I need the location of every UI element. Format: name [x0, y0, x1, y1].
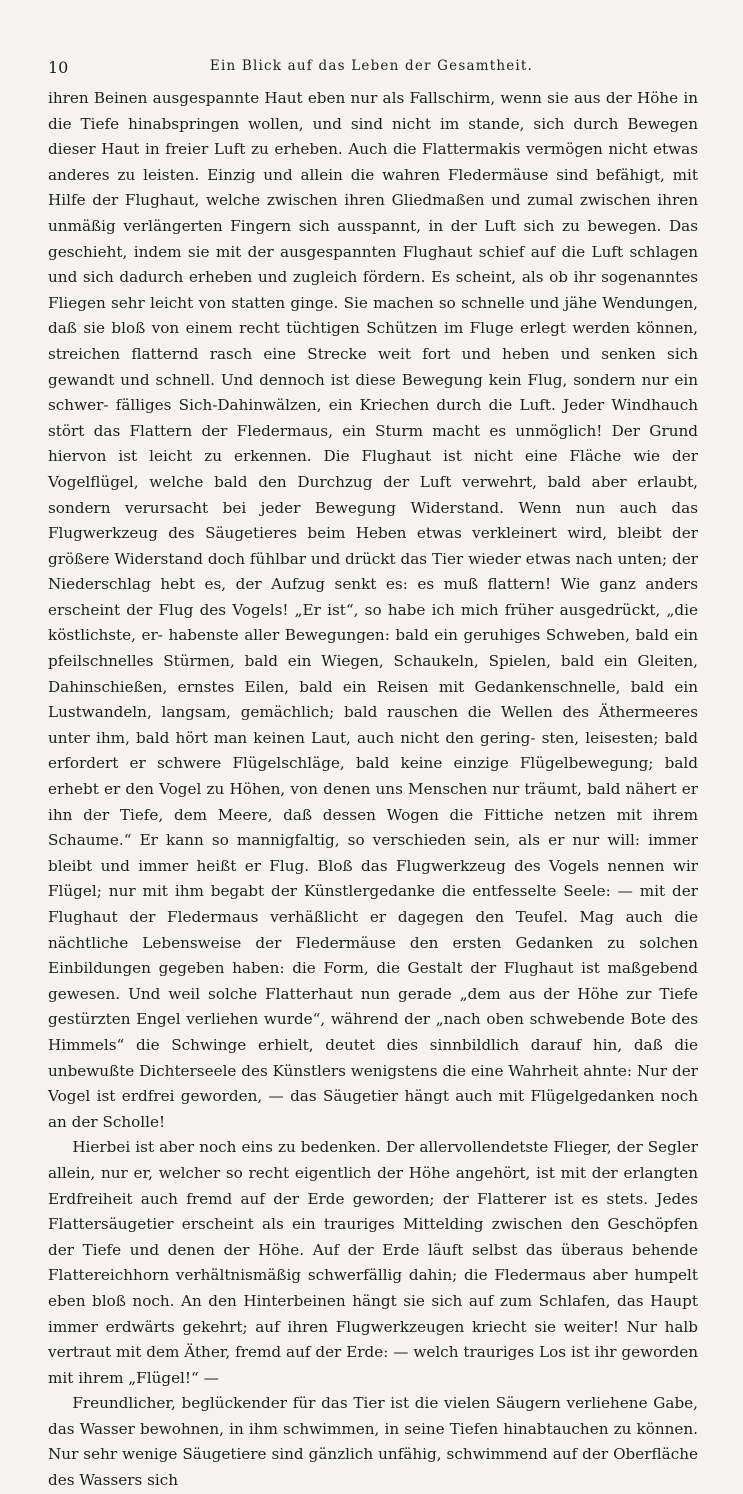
- page-header: [40, 56, 703, 78]
- body-text: [48, 86, 698, 1494]
- paragraph: Hierbei ist aber noch eins zu bedenken. Der allervollendetste Flieger, der Segler allein, nur er, welcher so recht eigentlich der Höhe angehört, ist mit der erlangten Erdfreiheit auch fremd auf der Erde geworden; der Flatterer ist es stets. Jedes Flattersäugetier erscheint als ein trauriges Mittelding zwischen den Geschöpfen der Tiefe und denen der Höhe. Auf der Erde läuft selbst das überaus behende Flattereichhorn verhältnismäßig schwerfällig dahin; die Fledermaus aber humpelt eben bloß noch. An den Hinterbeinen hängt sie sich auf zum Schlafen, das Haupt immer erdwärts gekehrt; auf ihren Flugwerkzeugen kriecht sie weiter! Nur halb vertraut mit dem Äther, fremd auf der Erde: — welch trauriges Los ist ihr geworden mit ihrem „Flügel!“ —: [48, 1138, 698, 1387]
- running-head: Ein Blick auf das Leben der Gesamtheit.: [209, 58, 534, 74]
- paragraph: Freundlicher, beglückender für das Tier ist die vielen Säugern verliehene Gabe, das Wasser bewohnen, in ihm schwimmen, in seine Tiefen hinabtauchen zu können. Nur sehr wenige Säugetiere sind gänzlich unfähig, schwimmend auf der Oberfläche des Wassers sich: [48, 1394, 698, 1490]
- paragraph: ihren Beinen ausgespannte Haut eben nur als Fallschirm, wenn sie aus der Höhe in die Tiefe hinabspringen wollen, und sind nicht im stande, sich durch Bewegen dieser Haut in freier Luft zu erheben. Auch die Flattermakis vermögen nicht etwas anderes zu leisten. Einzig und allein die wahren Fledermäuse sind befähigt, mit Hilfe der Flughaut, welche zwischen ihren Gliedmaßen und zumal zwischen ihren unmäßig verlängerten Fingern sich ausspannt, in der Luft sich zu bewegen. Das geschieht, indem sie mit der ausgespannten Flughaut schief auf die Luft schlagen und sich dadurch erheben und zugleich fördern. Es scheint, als ob ihr sogenanntes Fliegen sehr leicht von statten ginge. Sie machen so schnelle und jähe Wendungen, daß sie bloß von einem recht tüchtigen Schützen im Fluge erlegt werden können, streichen flatternd rasch eine Strecke weit fort und heben und senken sich gewandt und schnell. Und dennoch ist diese Bewegung kein Flug, sondern nur ein schwer- fälliges Sich-Dahinwälzen, ein Kriechen durch die Luft. Jeder Windhauch stört das Flattern der Fledermaus, ein Sturm macht es unmöglich! Der Grund hiervon ist leicht zu erkennen. Die Flughaut ist nicht eine Fläche wie der Vogelflügel, welche bald den Durchzug der Luft verwehrt, bald aber erlaubt, sondern verursacht bei jeder Bewegung Widerstand. Wenn nun auch das Flugwerkzeug des Säugetieres beim Heben etwas verkleinert wird, bleibt der größere Widerstand doch fühlbar und drückt das Tier wieder etwas nach unten; der Niederschlag hebt es, der Aufzug senkt es: es muß flattern! Wie ganz anders erscheint der Flug des Vogels! „Er ist“, so habe ich mich früher ausgedrückt, „die köstlichste, er- habenste aller Bewegungen: bald ein geruhiges Schweben, bald ein pfeilschnelles Stürmen, bald ein Wiegen, Schaukeln, Spielen, bald ein Gleiten, Dahinschießen, ernstes Eilen, bald ein Reisen mit Gedankenschnelle, bald ein Lustwandeln, langsam, gemächlich; bald rauschen die Wellen des Äthermeeres unter ihm, bald hört man keinen Laut, auch nicht den gering- sten, leisesten; bald erfordert er schwere Flügelschläge, bald keine einzige Flügelbewegung; bald erhebt er den Vogel zu Höhen, von denen uns Menschen nur träumt, bald nähert er ihn der Tiefe, dem Meere, daß dessen Wogen die Fittiche netzen mit ihrem Schaume.“ Er kann so mannigfaltig, so verschieden sein, als er nur will: immer bleibt und immer heißt er Flug. Bloß das Flugwerkzeug des Vogels nennen wir Flügel; nur mit ihm begabt der Künstlergedanke die entfesselte Seele: — mit der Flughaut der Fledermaus verhäßlicht er dagegen den Teufel. Mag auch die nächtliche Lebensweise der Fledermäuse den ersten Gedanken zu solchen Einbildungen gegeben haben: die Form, die Gestalt der Flughaut ist maßgebend gewesen. Und weil solche Flatterhaut nun gerade „dem aus der Höhe zur Tiefe gestürzten Engel verliehen wurde“, während der „nach oben schwebende Bote des Himmels“ die Schwinge erhielt, deutet dies sinnbildlich darauf hin, daß die unbewußte Dichterseele des Künstlers wenigstens die eine Wahrheit ahnte: Nur der Vogel ist erdfrei geworden, — das Säugetier hängt auch mit Flügelgedanken noch an der Scholle!: [48, 89, 698, 1131]
- page-number: 10: [48, 58, 69, 77]
